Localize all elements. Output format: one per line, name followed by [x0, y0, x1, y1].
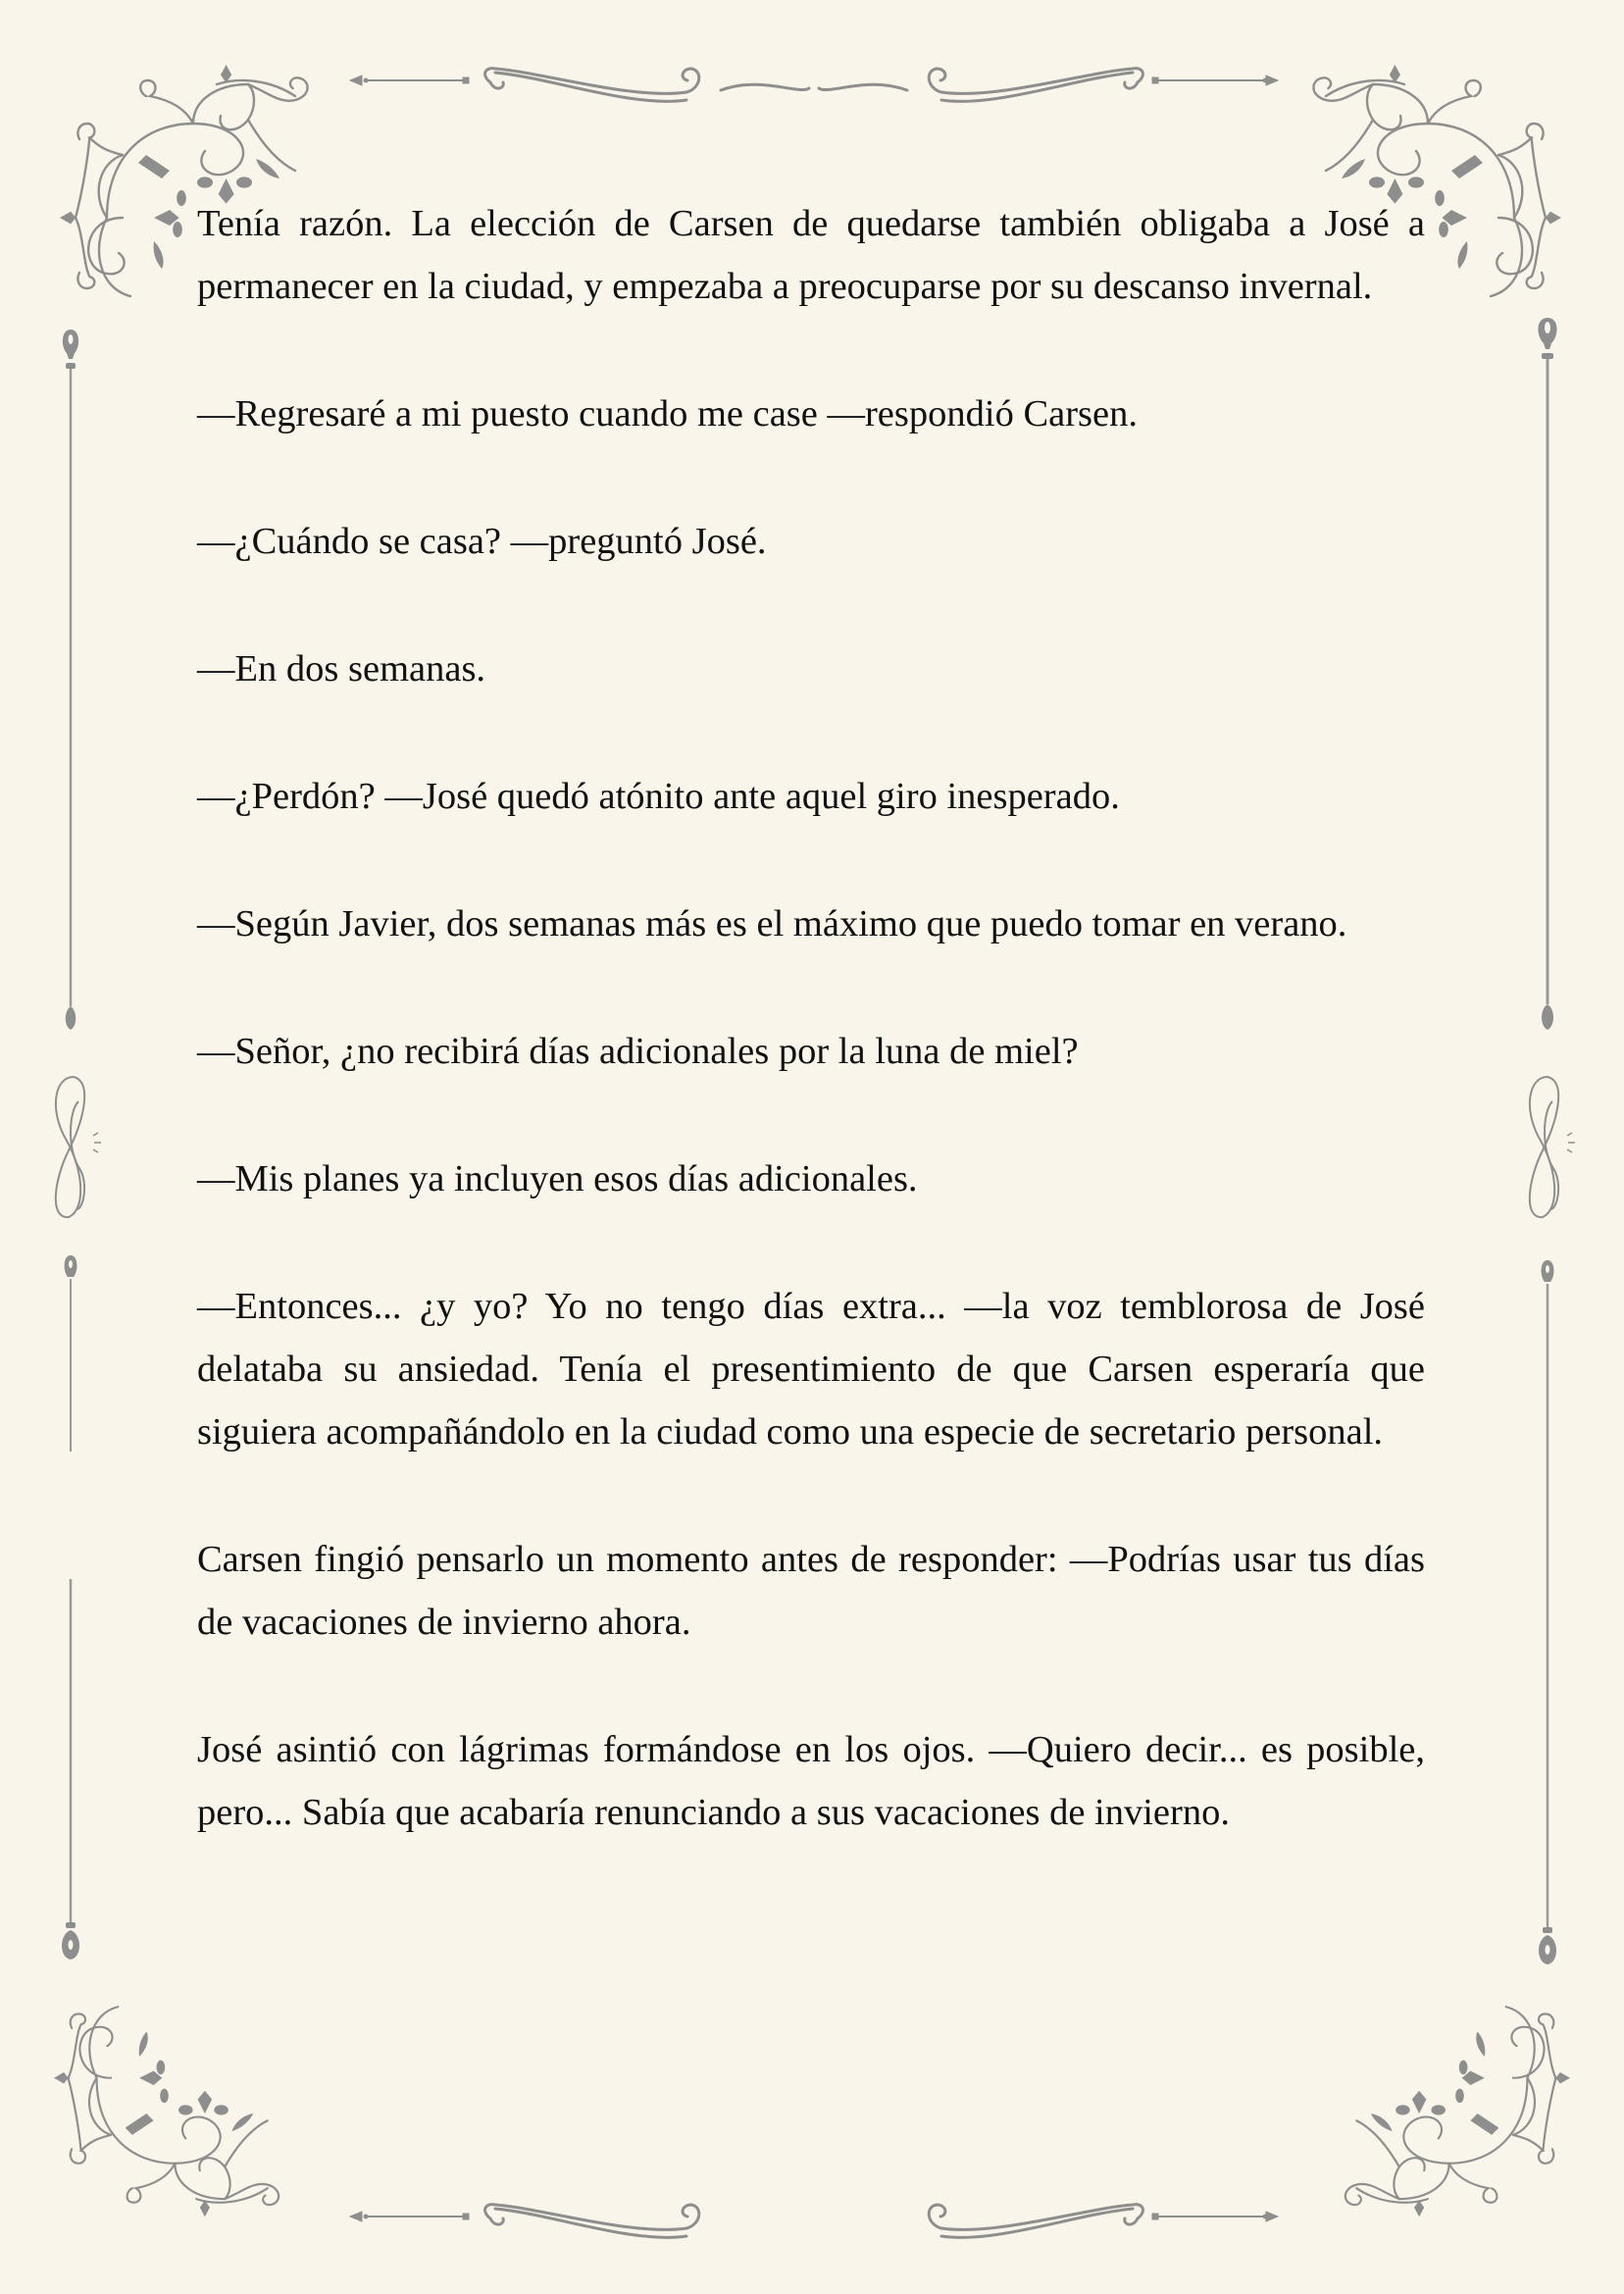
side-rod-icon: [61, 1255, 80, 1962]
paragraph: —Regresaré a mi puesto cuando me case —respondió Carsen.: [197, 393, 1138, 434]
paragraph: José asintió con lágrimas formándose en los ojos. —Quiero decir... es posible, pero... Sabía que acabaría renunciando a sus vacaciones de invierno.: [197, 1729, 1425, 1833]
paragraph: Carsen fingió pensarlo un momento antes de responder: —Podrías usar tus días de vacaciones de invierno ahora.: [197, 1539, 1425, 1643]
side-rod-icon: [1536, 1260, 1559, 1966]
body-text: [197, 192, 1425, 1844]
corner-flourish-icon: [54, 2001, 275, 2226]
figure-eight-knot-icon: [49, 1072, 104, 1224]
corner-flourish-icon: [1349, 2001, 1570, 2226]
paragraph: —En dos semanas.: [197, 648, 486, 689]
scroll-divider-icon: [348, 2197, 1280, 2246]
paragraph: —Señor, ¿no recibirá días adicionales por la luna de miel?: [197, 1031, 1079, 1072]
paragraph: —Entonces... ¿y yo? Yo no tengo días extra... —la voz temblorosa de José delataba su ansiedad. Tenía el presentimiento de que Carsen esperaría que siguiera acompañándolo en la ciudad como una especie de secretario personal.: [197, 1286, 1425, 1453]
side-rod-icon: [1536, 318, 1559, 1034]
paragraph: —¿Perdón? —José quedó atónito ante aquel giro inesperado.: [197, 776, 1120, 817]
paragraph: —¿Cuándo se casa? —preguntó José.: [197, 521, 767, 562]
scroll-divider-icon: [348, 61, 1280, 110]
paragraph: —Según Javier, dos semanas más es el máximo que puedo tomar en verano.: [197, 903, 1347, 944]
side-rod-icon: [61, 330, 80, 1036]
paragraph: Tenía razón. La elección de Carsen de quedarse también obligaba a José a permanecer en la ciudad, y empezaba a preocuparse por su descanso invernal.: [197, 203, 1425, 307]
paragraph: —Mis planes ya incluyen esos días adicionales.: [197, 1158, 918, 1199]
figure-eight-knot-icon: [1523, 1072, 1578, 1224]
